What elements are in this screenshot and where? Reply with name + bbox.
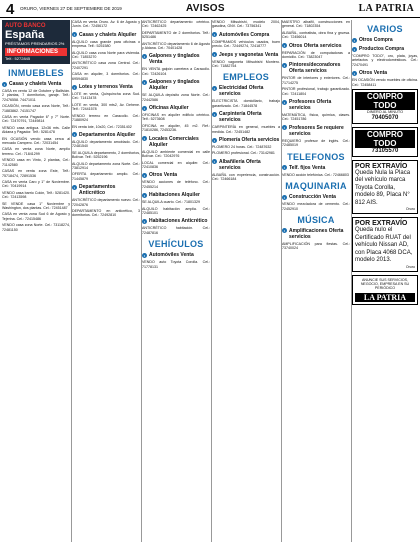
- ad-compro2-phone: 73105570: [371, 147, 399, 154]
- classified-ad: EN VENTA galpón carretera a Caracollo. Cel.: 72426104: [142, 67, 210, 76]
- notice-extravio-2: [352, 217, 418, 272]
- category-label: Jeeps y vagonetas Venta: [219, 51, 279, 58]
- category-bullet-icon: •: [353, 37, 356, 43]
- category-heading: [142, 172, 210, 178]
- category-heading: [282, 125, 350, 137]
- section-heading: VARIOS: [367, 24, 403, 34]
- classified-ad: VENDO vagoneta Mitsubishi Montero. Cel.: 71882754: [212, 59, 280, 69]
- classified-ad: DEPARTAMENTO en anticrético, 3 dormitorios. Cel.: 72492810: [72, 208, 140, 218]
- classified-ad: ANTICRÉTICO habitación. Cel.: 72487816: [142, 226, 210, 235]
- category-label: Casas y chalets Alquiler: [79, 31, 137, 38]
- classified-ad: VENDO casa zona Norte. Cel.: 73118274, 72481150: [2, 223, 70, 232]
- category-heading: [282, 228, 350, 240]
- category-label: Plomería Oferta servicios: [219, 137, 280, 144]
- ad-compro-todo: [352, 89, 418, 124]
- category-label: Galpones y tinglados Venta: [149, 53, 200, 66]
- category-heading: [352, 70, 418, 76]
- column-5: [282, 20, 350, 542]
- classified-ad: ALQUILO ambiente comercial en calle Bolívar. Cel.: 72042976: [142, 149, 210, 159]
- category-bullet-icon: •: [353, 70, 356, 76]
- issue-date: ORURO, VIERNES 27 DE SEPTIEMBRE DE 2019: [20, 6, 122, 11]
- classified-ad: "COMPRO TODO", oro, plata, joyas, artefactos y electrodomésticos. Cel.: 72470491: [352, 54, 418, 67]
- classified-ad: SE ALQUILA departamento, 2 dormitorios, Bolívar. Telf.: 5252196: [72, 150, 140, 160]
- ad-compro-sub: DINERO AL MINUTO: [366, 110, 404, 115]
- section-heading: TELEFONOS: [287, 151, 345, 162]
- newspaper-brand: LA PATRIA: [358, 3, 414, 14]
- category-label: Galpones y tinglados Alquiler: [149, 79, 200, 92]
- classified-ad: VENDO acciones de teléfono. Cel.: 72455214: [142, 180, 210, 189]
- footer-promo-brand: LA PATRIA: [355, 293, 415, 302]
- category-label: Habitaciones Anticrético: [149, 218, 208, 225]
- classified-ad: VENDO terreno en Caracollo. Cel.: 71880924: [72, 113, 140, 123]
- category-heading: [142, 252, 210, 258]
- classified-ad: SE ALQUILA depósito zona Norte. Cel.: 72442586: [142, 93, 210, 102]
- category-label: Locales Comerciales Alquiler: [149, 135, 199, 148]
- category-bullet-icon: •: [283, 62, 286, 68]
- category-bullet-icon: •: [143, 105, 146, 111]
- classified-ad: CASAS en venta zona Este, Telf.: 75718474, 72891536: [2, 169, 70, 178]
- category-bullet-icon: •: [3, 81, 6, 87]
- classified-ad: CASA en venta zona Norte, amplio terreno. Cel.: 71841299: [2, 147, 70, 156]
- ad-auto-title: AUTO BANCO: [5, 23, 46, 29]
- category-bullet-icon: •: [213, 159, 216, 165]
- section-heading: VEHÍCULOS: [148, 239, 204, 250]
- category-label: Electricidad Oferta servicios: [219, 85, 264, 98]
- category-label: Oficinas Alquiler: [149, 105, 189, 112]
- category-heading: [212, 159, 280, 171]
- classified-ad: PINTOR profesional, trabajo garantizado. Cel.: 72411804: [282, 87, 350, 96]
- classified-ad: ALQUILO departamento zona Norte. Cel.: 73812914: [72, 161, 140, 170]
- category-bullet-icon: •: [283, 194, 286, 200]
- category-label: Casas y chalets Venta: [9, 81, 62, 87]
- classified-ad: ANTICRÉTICO casa zona Central. Cel.: 72407291: [72, 61, 140, 70]
- category-heading: [212, 32, 280, 38]
- footer-promo: [352, 275, 418, 305]
- category-bullet-icon: •: [283, 165, 286, 171]
- classified-ad: LOTE en venta, Quirquincha zona Sud. Cel.: 71413478: [72, 92, 140, 101]
- column-4: [212, 20, 280, 542]
- category-heading: [2, 81, 70, 87]
- column-1: [2, 20, 70, 542]
- category-heading: [72, 32, 140, 38]
- category-bullet-icon: •: [213, 52, 216, 58]
- classified-ad: CASA en venta Caro y 1° de Noviembre. Cel.: 70419914: [2, 179, 70, 189]
- classified-ad: REPARACIÓN de computadoras a domicilio. Cel.: 73823047: [282, 50, 350, 60]
- classified-ad: VENDO auto Toyota Corolla. Cel.: 71778131: [142, 260, 210, 269]
- category-heading: [72, 84, 140, 90]
- notice-text: Queda Nula la Placa del vehículo marca Toyota Corolla, modelo 89, Placa N° 812 AIS.: [355, 169, 411, 206]
- category-bullet-icon: •: [213, 137, 216, 143]
- classified-ad: ALBAÑIL con experiencia, construcción. Cel.: 72466184: [212, 172, 280, 182]
- column-2: [72, 20, 140, 542]
- classified-ad: VENDO mezcladora de cemento. Cel.: 72452910: [282, 202, 350, 211]
- classified-ad: DEPARTAMENTO de 2 dormitorios. Telf.: 5251486: [142, 30, 210, 40]
- classified-ad: CARPINTERÍA en general, muebles a medida. Cel.: 72451482: [212, 125, 280, 134]
- category-bullet-icon: •: [143, 53, 146, 59]
- classified-ad: VENDO Mitsubishi, modelo 2004, gasolina, GNV. Cel.: 73756341: [212, 20, 280, 29]
- column-6: [352, 20, 418, 542]
- category-heading: [142, 79, 210, 91]
- classified-ad: EN venta lote, 10x20, Cel.: 72351402: [72, 124, 132, 129]
- category-bullet-icon: •: [73, 132, 76, 138]
- classified-ad: LOTE en venta, 300 mts2, Av. Dehene. Telf.: 72441578: [72, 102, 140, 112]
- category-heading: [212, 52, 280, 58]
- classified-ad: ALQUILO habitación amplia. Cel.: 72485101: [142, 206, 210, 215]
- classified-ad: SE ALQUILA cuarto. Cel.: 71801329: [142, 200, 200, 205]
- category-heading: [352, 46, 418, 52]
- classified-ad: ALBAÑIL, contratista, obra fina y gruesa. Cel.: 72456014: [282, 30, 350, 40]
- classified-ad: ANTICRÉTICO departamento céntrico. Cel.: 72462425: [142, 20, 210, 29]
- classified-ad: COMPRAMOS vehículos usados, buen precio. Cel.: 72449274, 72418777: [212, 39, 280, 49]
- category-heading: [212, 137, 280, 143]
- category-bullet-icon: •: [143, 218, 146, 224]
- classified-ad: OFICINAS en alquiler edificio céntrico. Telf.: 5273608: [142, 113, 210, 122]
- classified-ad: CASA en venta Oruro. Av. 6 de Agosto y Junín. Cel.: 72456172: [72, 20, 140, 29]
- category-heading: [142, 218, 210, 224]
- category-label: Pintores/decoradores Oferta servicios: [289, 62, 341, 75]
- category-bullet-icon: •: [143, 136, 146, 142]
- category-heading: [282, 165, 350, 171]
- category-label: Productos Compra: [359, 46, 405, 52]
- ad-compro-phone: 70405070: [371, 114, 399, 121]
- section-heading: MÚSICA: [297, 214, 335, 225]
- page-number: 4: [6, 1, 15, 18]
- category-heading: [142, 136, 210, 148]
- category-label: Albañilería Oferta servicios: [219, 158, 261, 171]
- classified-ad: PLOMERO 24 horas. Cel.: 72487632: [212, 145, 272, 150]
- category-label: Automóviles Venta: [149, 252, 194, 259]
- category-heading: [212, 85, 280, 97]
- category-heading: [282, 62, 350, 74]
- classified-ad: VENDO acción telefónica. Cel.: 72466803: [282, 172, 349, 177]
- classified-ad: EN OCASIÓN vendo muebles de oficina. Cel.: 72458411: [352, 78, 418, 87]
- classified-ad: ELECTRICISTA domiciliario, trabajo garantizado. Cel.: 71844578: [212, 99, 280, 108]
- category-heading: [282, 43, 350, 49]
- ad-compro-title: COMPRO TODO: [355, 92, 415, 110]
- classified-ad: OCASIÓN, vendo casa zona Norte, Telf.: 71883862. 74151747: [2, 104, 70, 113]
- category-label: Otros Venta: [149, 172, 178, 179]
- category-label: Carpintería Oferta servicios: [219, 111, 262, 124]
- classified-ad: PLOMERO profesional. Cel.: 73142981: [212, 151, 275, 156]
- category-heading: [282, 99, 350, 111]
- classified-ad: ANTICRÉTICO departamento 6 de Agosto y Aldana. Cel.: 70401428: [142, 41, 210, 51]
- category-label: Otros Compra: [359, 37, 393, 43]
- category-heading: [212, 111, 280, 123]
- category-heading: [282, 194, 350, 200]
- category-label: Habitaciones Alquiler: [149, 192, 200, 199]
- ad-compro-todo-2: [352, 127, 418, 157]
- ad-auto-banco: [2, 20, 70, 64]
- notice-ref: Oruro: [405, 264, 415, 269]
- classified-ad: VENDO casa antigua. 12x36 mts. Calle Aldana y Pagador. Telf.: 5281478: [2, 125, 70, 135]
- category-bullet-icon: •: [73, 184, 76, 190]
- category-bullet-icon: •: [73, 84, 76, 90]
- category-label: Telf. fijos Venta: [289, 164, 326, 171]
- category-bullet-icon: •: [143, 252, 146, 258]
- category-heading: [142, 192, 210, 198]
- category-bullet-icon: •: [283, 99, 286, 105]
- classified-ad: OFICINA en alquiler, 45 m2. Ref.: 71810286, 72453236.: [142, 123, 210, 133]
- category-bullet-icon: •: [283, 228, 286, 234]
- category-bullet-icon: •: [73, 32, 76, 38]
- section-heading: MAQUINARIA: [285, 181, 347, 192]
- classified-ad: LOCAL comercial en alquiler. Cel.: 72410836: [142, 160, 210, 169]
- category-heading: [72, 184, 140, 196]
- ad-auto-sub: PRÉSTAMOS PRENDARIOS 2%: [5, 41, 65, 46]
- classified-ad: PINTOR de interiores y exteriores. Cel.: 71714275: [282, 76, 350, 85]
- ad-auto-phone: Telf.: 5272845: [5, 56, 31, 61]
- category-label: Departamentos Alquiler: [79, 131, 136, 138]
- classified-ad: VENDO casa barrio Colón, Telf.: 5281420. Cel.: 72413598: [2, 190, 70, 200]
- classified-ad: OFERTA departamento amplio. Cel.: 71445879: [72, 172, 140, 181]
- section-heading: EMPLEOS: [222, 72, 270, 83]
- category-bullet-icon: •: [213, 85, 216, 91]
- classified-ad: AMPLIFICACIÓN para fiestas. Cel.: 73740024: [282, 241, 350, 251]
- classified-ad: ALQUILO casa grande para oficinas o empresa. Telf.: 5251580: [72, 39, 140, 49]
- category-bullet-icon: •: [213, 32, 216, 38]
- footer-promo-text: ANUNCIE SUS SERVICIOS, NEGOCIO, EMPRESA EN SU PERIÓDICO: [360, 277, 410, 291]
- column-3: [142, 20, 210, 542]
- category-label: Construcción Venta: [289, 194, 336, 201]
- classified-ad: EN OCASIÓN vendo casa cerca al mercado Campero. Cel.: 72031454: [2, 136, 70, 146]
- category-label: Lotes y terrenos Venta: [79, 84, 133, 91]
- classified-ad: CASA en venta 12 de Octubre y Ballivián. 2 plantas, 7 dormitorios, garaje. Telf.: 72476558. 74471011: [2, 89, 70, 102]
- classified-ad: SE VENDE casa 1° Noviembre y Washington, dos plantas. Cel.: 72451487: [2, 201, 70, 210]
- classified-ad: CASA en venta zona Sud 6 de Agosto y Tejerina. Cel.: 72415486: [2, 212, 70, 221]
- category-bullet-icon: •: [213, 111, 216, 117]
- category-bullet-icon: •: [143, 79, 146, 85]
- notice-text: Queda nulo el Certificado RUAT del vehículo Nissan AD, con Placa 4068 DCA, modelo 2013.: [355, 227, 413, 264]
- category-bullet-icon: •: [283, 125, 286, 131]
- classified-ad: ANTICRÉTICO departamento nuevo. Cel.: 72042876: [72, 198, 140, 207]
- ad-auto-name: España: [5, 29, 45, 41]
- notice-title: POR EXTRAVÍO: [355, 162, 408, 170]
- section-heading: INMUEBLES: [8, 68, 64, 78]
- classified-ad: MATEMÁTICA, física, química, clases. Cel.: 72451786: [282, 113, 350, 122]
- classified-ad: VENDO casa en Vinto, 2 plantas, Cel.: 71142580: [2, 158, 70, 167]
- ad-auto-info: INFORMACIONES: [5, 48, 67, 56]
- classified-ad: CASA en alquiler, 3 dormitorios. Cel.: 69594830: [72, 72, 140, 81]
- notice-title: POR EXTRAVÍO: [355, 220, 408, 228]
- page-header: [0, 0, 420, 18]
- category-heading: [72, 132, 140, 138]
- notice-ref: Oruro: [405, 207, 415, 212]
- category-heading: [352, 37, 418, 43]
- category-label: Amplificaciones Oferta servicios: [289, 227, 344, 240]
- category-label: Profesores Se requiere servicios: [289, 124, 344, 137]
- category-bullet-icon: •: [353, 46, 356, 52]
- classified-ad: ALQUILO departamento amoblado. Cel.: 72481540: [72, 139, 140, 149]
- category-label: Departamentos Anticrético: [79, 184, 116, 197]
- category-bullet-icon: •: [143, 172, 146, 178]
- category-bullet-icon: •: [143, 192, 146, 198]
- classified-ad: ALQUILO casa zona Norte para vivienda. Cel.: 71853270: [72, 50, 140, 60]
- classified-ad: REQUIERO profesor de inglés. Cel.: 72485019: [282, 138, 350, 148]
- category-label: Otros Venta: [359, 70, 388, 77]
- ad-compro2-title: COMPRO TODO: [355, 130, 415, 148]
- section-title: AVISOS: [186, 3, 225, 14]
- classified-ad: CASA en venta Pagador 6° y 7° Norte. Cel.: 72470791, 72449814: [2, 115, 70, 124]
- notice-extravio-1: [352, 160, 418, 215]
- category-label: Automóviles Compra: [219, 31, 270, 38]
- classified-ad: MAESTRO albañil, construcciones en general. Cel.: 71802354: [282, 20, 350, 29]
- category-label: Profesores Oferta servicios: [289, 99, 332, 112]
- category-bullet-icon: •: [283, 43, 286, 49]
- category-label: Otros Oferta servicios: [289, 42, 342, 49]
- category-heading: [142, 105, 210, 111]
- category-heading: [142, 53, 210, 65]
